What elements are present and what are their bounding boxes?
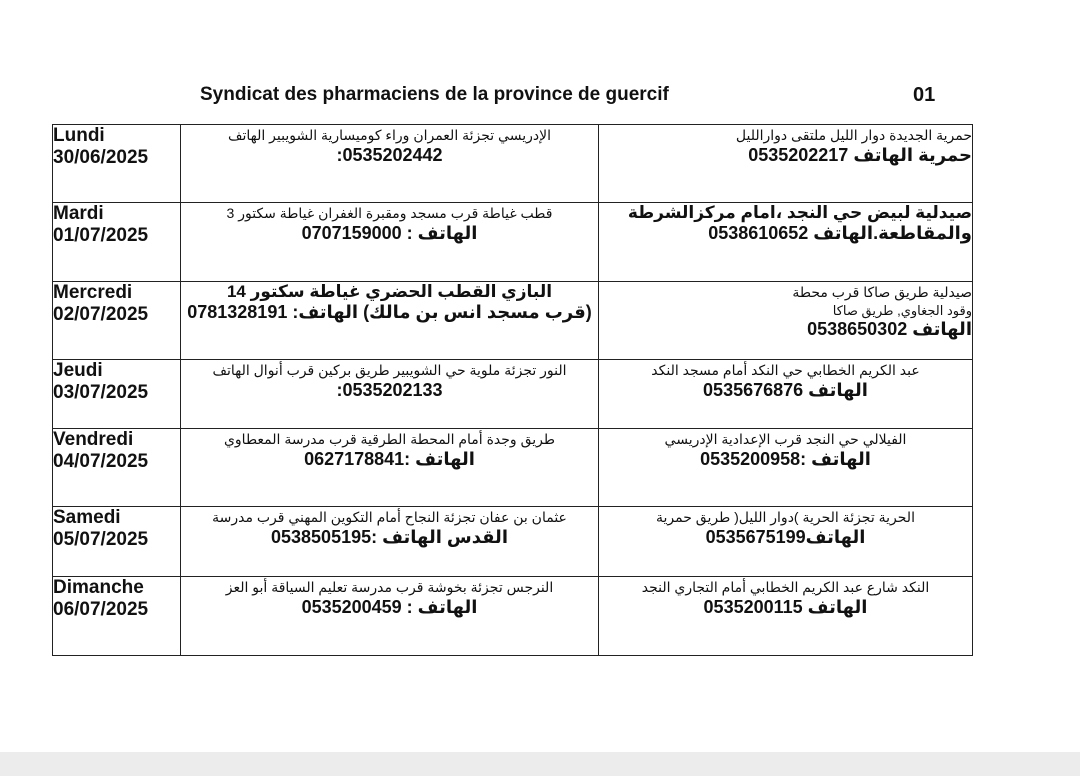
pharmacy-address: النكد شارع عبد الكريم الخطابي أمام التجاري النجد — [641, 579, 930, 595]
pharmacy-cell-2 — [599, 125, 973, 203]
day-date: 06/07/2025 — [53, 599, 149, 620]
day-date: 30/06/2025 — [53, 147, 149, 168]
pharmacy-cell-2 — [599, 360, 973, 429]
duty-schedule-table — [52, 124, 973, 656]
pharmacy-cell-1 — [181, 507, 599, 577]
table-row — [53, 360, 973, 429]
day-name: Mardi — [53, 203, 104, 224]
bottom-strip — [0, 752, 1080, 776]
day-name: Samedi — [53, 507, 121, 528]
table-row — [53, 429, 973, 507]
pharmacy-cell-2 — [599, 507, 973, 577]
pharmacy-address: الفيلالي حي النجد قرب الإعدادية الإدريسي — [664, 431, 907, 447]
day-cell — [53, 577, 181, 656]
day-name: Jeudi — [53, 360, 103, 381]
pharmacy-cell-2 — [599, 577, 973, 656]
pharmacy-address-2: القدس الهاتف :0538505195 — [271, 527, 508, 547]
day-name: Dimanche — [53, 577, 144, 598]
pharmacy-phone: الهاتف 0535200115 — [703, 597, 868, 617]
day-date: 04/07/2025 — [53, 451, 149, 472]
day-name: Lundi — [53, 125, 105, 146]
pharmacy-address: حمرية الجديدة دوار الليل ملتقى دوارالليل — [735, 127, 972, 143]
day-date: 01/07/2025 — [53, 225, 149, 246]
day-name: Vendredi — [53, 429, 134, 450]
pharmacy-cell-1 — [181, 282, 599, 360]
day-cell — [53, 125, 181, 203]
day-cell — [53, 203, 181, 282]
day-cell — [53, 507, 181, 577]
pharmacy-cell-2 — [599, 282, 973, 360]
pharmacy-phone: 0535202442: — [336, 145, 443, 165]
day-cell — [53, 360, 181, 429]
pharmacy-address: عثمان بن عفان تجزئة النجاح أمام التكوين المهني قرب مدرسة — [212, 509, 567, 525]
pharmacy-address: النرجس تجزئة بخوشة قرب مدرسة تعليم السياقة أبو العز — [225, 579, 554, 595]
pharmacy-phone: 0535202133: — [336, 380, 443, 400]
pharmacy-address: الحرية تجزئة الحرية )دوار الليل( طريق حمرية — [656, 509, 915, 525]
pharmacy-phone: الهاتف : 0535200459 — [301, 597, 478, 617]
pharmacy-address: صيدلية لبيض حي النجد ،امام مركزالشرطة — [627, 203, 972, 222]
day-cell — [53, 282, 181, 360]
pharmacy-cell-1 — [181, 203, 599, 282]
pharmacy-phone: الهاتف0535675199 — [705, 527, 866, 547]
table-row — [53, 282, 973, 360]
pharmacy-address: عبد الكريم الخطابي حي النكد أمام مسجد النكد — [651, 362, 920, 378]
pharmacy-address: قطب غياطة قرب مسجد ومقبرة الغفران غياطة سكتور 3 — [226, 205, 553, 221]
day-name: Mercredi — [53, 282, 133, 303]
day-cell — [53, 429, 181, 507]
pharmacy-address-2: وقود الجغاوي, طريق صاكا — [832, 303, 972, 318]
pharmacy-cell-1 — [181, 429, 599, 507]
day-date: 05/07/2025 — [53, 529, 149, 550]
pharmacy-cell-1 — [181, 125, 599, 203]
pharmacy-address: النور تجزئة ملوية حي الشويبير طريق بركين قرب أنوال الهاتف — [212, 362, 567, 378]
page-number: 01 — [913, 84, 936, 106]
pharmacy-phone: الهاتف :0535200958 — [700, 449, 871, 469]
pharmacy-phone: الهاتف :0627178841 — [304, 449, 475, 469]
pharmacy-phone: والمقاطعة.الهاتف 0538610652 — [708, 223, 972, 243]
table-row — [53, 577, 973, 656]
pharmacy-phone: الهاتف 0535676876 — [703, 380, 868, 400]
pharmacy-address: صيدلية طريق صاكا قرب محطة — [792, 284, 972, 300]
pharmacy-cell-2 — [599, 203, 973, 282]
pharmacy-phone: حمرية الهاتف 0535202217 — [748, 145, 972, 165]
pharmacy-address: البازي القطب الحضري غياطة سكتور 14 — [226, 282, 553, 301]
pharmacy-phone: الهاتف 0538650302 — [807, 319, 972, 339]
day-date: 03/07/2025 — [53, 382, 149, 403]
table-row — [53, 507, 973, 577]
document-title: Syndicat des pharmaciens de la province de guercif — [200, 84, 669, 105]
pharmacy-phone: (قرب مسجد انس بن مالك) الهاتف: 0781328191 — [187, 302, 592, 322]
day-date: 02/07/2025 — [53, 304, 149, 325]
pharmacy-cell-1 — [181, 360, 599, 429]
table-row — [53, 203, 973, 282]
pharmacy-address: طريق وجدة أمام المحطة الطرقية قرب مدرسة المعطاوي — [223, 431, 556, 447]
pharmacy-address: الإدريسي تجزئة العمران وراء كوميسارية الشويبير الهاتف — [228, 127, 551, 143]
pharmacy-cell-2 — [599, 429, 973, 507]
pharmacy-phone: الهاتف : 0707159000 — [301, 223, 478, 243]
table-row — [53, 125, 973, 203]
pharmacy-cell-1 — [181, 577, 599, 656]
